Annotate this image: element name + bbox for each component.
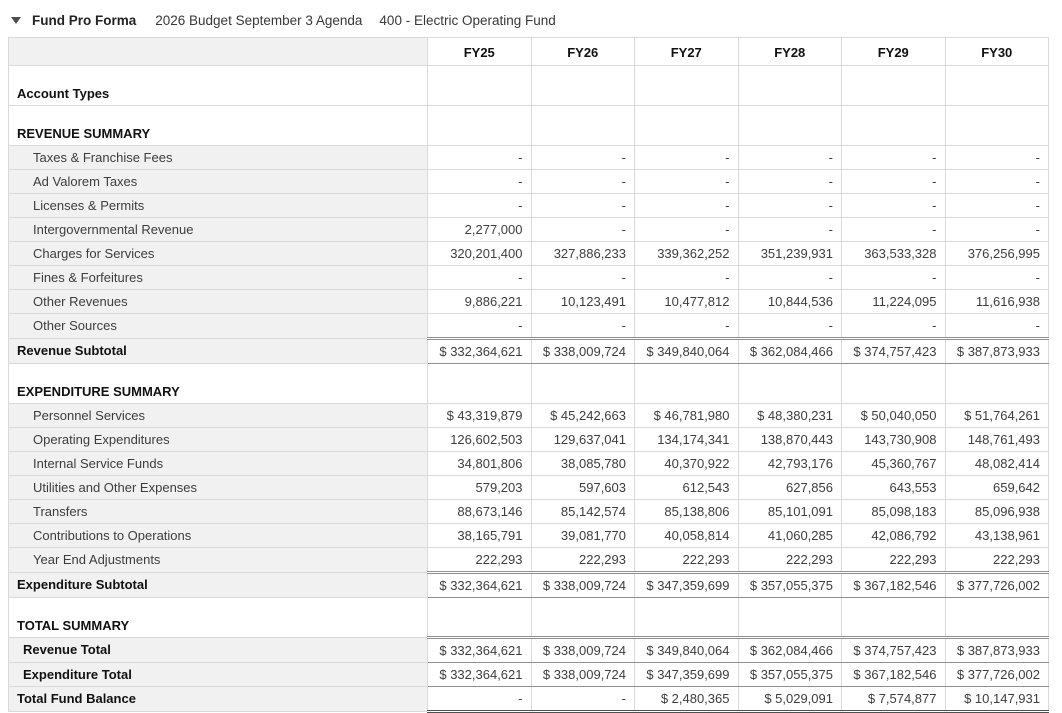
cell-fy28: 222,293 [738,548,842,573]
row-label: Licenses & Permits [9,194,428,218]
cell-fy28: - [738,314,842,339]
cell-fy26: $ 338,009,724 [531,638,635,663]
cell-fy27: - [635,146,739,170]
row-label: Intergovernmental Revenue [9,218,428,242]
cell-fy29: $ 374,757,423 [842,638,946,663]
cell-fy27: 40,058,814 [635,524,739,548]
table-row [9,638,1049,663]
cell-fy29: - [842,146,946,170]
cell-fy26: 38,085,780 [531,452,635,476]
row-label: Contributions to Operations [9,524,428,548]
row-label: REVENUE SUMMARY [9,106,428,146]
cell-fy26: - [531,218,635,242]
cell-fy27: $ 347,359,699 [635,663,739,687]
cell-fy29: - [842,266,946,290]
cell-fy27: $ 2,480,365 [635,687,739,712]
row-label: Fines & Forfeitures [9,266,428,290]
cell-fy25: - [428,146,532,170]
cell-fy29 [842,66,946,106]
page-title: Fund Pro Forma [32,13,137,28]
cell-fy28: $ 357,055,375 [738,573,842,598]
cell-fy26: 327,886,233 [531,242,635,266]
cell-fy27 [635,106,739,146]
cell-fy30 [945,364,1049,404]
cell-fy30 [945,66,1049,106]
cell-fy25: 222,293 [428,548,532,573]
cell-fy28: 10,844,536 [738,290,842,314]
cell-fy26: $ 338,009,724 [531,663,635,687]
cell-fy30 [945,598,1049,638]
cell-fy30: - [945,194,1049,218]
cell-fy27: $ 46,781,980 [635,404,739,428]
cell-fy29: 11,224,095 [842,290,946,314]
cell-fy26 [531,106,635,146]
cell-fy26: - [531,170,635,194]
row-label: EXPENDITURE SUMMARY [9,364,428,404]
cell-fy27: $ 349,840,064 [635,339,739,364]
cell-fy27: $ 349,840,064 [635,638,739,663]
table-row [9,266,1049,290]
cell-fy27 [635,364,739,404]
cell-fy25: - [428,266,532,290]
cell-fy28: 138,870,443 [738,428,842,452]
cell-fy30: 376,256,995 [945,242,1049,266]
cell-fy29: $ 7,574,877 [842,687,946,712]
cell-fy25: - [428,314,532,339]
cell-fy26 [531,598,635,638]
cell-fy30: - [945,170,1049,194]
cell-fy29: 643,553 [842,476,946,500]
row-label: Total Fund Balance [9,687,428,712]
column-header-fy26: FY26 [531,38,635,66]
row-label: Charges for Services [9,242,428,266]
cell-fy25: 579,203 [428,476,532,500]
cell-fy25: 126,602,503 [428,428,532,452]
cell-fy27 [635,66,739,106]
cell-fy29 [842,598,946,638]
row-label: TOTAL SUMMARY [9,598,428,638]
cell-fy30: 148,761,493 [945,428,1049,452]
row-label: Transfers [9,500,428,524]
table-row [9,290,1049,314]
table-row [9,364,1049,404]
cell-fy26: 85,142,574 [531,500,635,524]
row-label: Revenue Total [9,638,428,663]
cell-fy28: 41,060,285 [738,524,842,548]
cell-fy30: $ 377,726,002 [945,573,1049,598]
cell-fy28: 42,793,176 [738,452,842,476]
cell-fy28: - [738,266,842,290]
cell-fy29: - [842,170,946,194]
table-row [9,194,1049,218]
cell-fy25: - [428,170,532,194]
cell-fy25: $ 332,364,621 [428,573,532,598]
cell-fy29: $ 367,182,546 [842,663,946,687]
cell-fy27: $ 347,359,699 [635,573,739,598]
cell-fy25 [428,66,532,106]
cell-fy30: 48,082,414 [945,452,1049,476]
cell-fy25: - [428,687,532,712]
cell-fy25: 88,673,146 [428,500,532,524]
cell-fy29: 222,293 [842,548,946,573]
cell-fy25: $ 332,364,621 [428,339,532,364]
table-row [9,314,1049,339]
fund-name: 400 - Electric Operating Fund [379,13,556,28]
cell-fy29: 42,086,792 [842,524,946,548]
cell-fy26: - [531,146,635,170]
cell-fy29 [842,364,946,404]
cell-fy25 [428,364,532,404]
table-row [9,428,1049,452]
cell-fy27: 40,370,922 [635,452,739,476]
column-header-fy25: FY25 [428,38,532,66]
table-row [9,404,1049,428]
cell-fy28 [738,598,842,638]
cell-fy28: - [738,146,842,170]
cell-fy30: - [945,266,1049,290]
cell-fy30: $ 377,726,002 [945,663,1049,687]
cell-fy29 [842,106,946,146]
collapse-triangle-icon[interactable] [11,17,21,24]
table-row [9,573,1049,598]
column-header-fy29: FY29 [842,38,946,66]
cell-fy28 [738,364,842,404]
cell-fy30: 85,096,938 [945,500,1049,524]
table-row [9,500,1049,524]
table-row [9,170,1049,194]
cell-fy26: 222,293 [531,548,635,573]
cell-fy29: 143,730,908 [842,428,946,452]
column-header-fy28: FY28 [738,38,842,66]
cell-fy25: 34,801,806 [428,452,532,476]
column-header-fy27: FY27 [635,38,739,66]
cell-fy26: - [531,194,635,218]
cell-fy28: 351,239,931 [738,242,842,266]
table-row [9,339,1049,364]
cell-fy25: $ 43,319,879 [428,404,532,428]
row-label: Expenditure Total [9,663,428,687]
cell-fy26: $ 338,009,724 [531,573,635,598]
row-label: Internal Service Funds [9,452,428,476]
cell-fy26: 10,123,491 [531,290,635,314]
row-label: Year End Adjustments [9,548,428,573]
cell-fy25: 9,886,221 [428,290,532,314]
cell-fy28: $ 48,380,231 [738,404,842,428]
cell-fy30: $ 387,873,933 [945,339,1049,364]
cell-fy28: - [738,170,842,194]
cell-fy28: - [738,194,842,218]
cell-fy26 [531,66,635,106]
row-label: Operating Expenditures [9,428,428,452]
cell-fy25: 320,201,400 [428,242,532,266]
cell-fy26 [531,364,635,404]
cell-fy25: $ 332,364,621 [428,638,532,663]
cell-fy26: 597,603 [531,476,635,500]
budget-name: 2026 Budget September 3 Agenda [155,13,363,28]
cell-fy30: - [945,218,1049,242]
fund-header [0,0,1062,37]
cell-fy30: $ 10,147,931 [945,687,1049,712]
cell-fy30: - [945,146,1049,170]
cell-fy28: $ 362,084,466 [738,638,842,663]
row-label: Taxes & Franchise Fees [9,146,428,170]
cell-fy28 [738,106,842,146]
row-label: Revenue Subtotal [9,339,428,364]
cell-fy30: - [945,314,1049,339]
column-header-fy30: FY30 [945,38,1049,66]
pro-forma-table [8,37,1049,713]
cell-fy25: $ 332,364,621 [428,663,532,687]
cell-fy28: - [738,218,842,242]
cell-fy27: 10,477,812 [635,290,739,314]
cell-fy27: 222,293 [635,548,739,573]
row-label: Personnel Services [9,404,428,428]
table-row [9,548,1049,573]
cell-fy30: 659,642 [945,476,1049,500]
cell-fy26: $ 45,242,663 [531,404,635,428]
row-label: Other Revenues [9,290,428,314]
table-row [9,663,1049,687]
table-row [9,687,1049,712]
table-row [9,524,1049,548]
cell-fy26: - [531,687,635,712]
cell-fy27: - [635,314,739,339]
table-row [9,66,1049,106]
corner-header-cell [9,38,428,66]
table-row [9,242,1049,266]
row-label: Ad Valorem Taxes [9,170,428,194]
cell-fy26: 39,081,770 [531,524,635,548]
row-label: Account Types [9,66,428,106]
cell-fy25 [428,106,532,146]
cell-fy30: 11,616,938 [945,290,1049,314]
cell-fy27: - [635,194,739,218]
table-body [9,66,1049,712]
cell-fy25: 38,165,791 [428,524,532,548]
cell-fy28 [738,66,842,106]
cell-fy30: $ 51,764,261 [945,404,1049,428]
row-label: Utilities and Other Expenses [9,476,428,500]
cell-fy27: 85,138,806 [635,500,739,524]
cell-fy26: - [531,314,635,339]
cell-fy27: 339,362,252 [635,242,739,266]
cell-fy28: $ 5,029,091 [738,687,842,712]
row-label: Other Sources [9,314,428,339]
cell-fy29: 363,533,328 [842,242,946,266]
cell-fy26: 129,637,041 [531,428,635,452]
table-row [9,146,1049,170]
cell-fy29: 45,360,767 [842,452,946,476]
cell-fy25: 2,277,000 [428,218,532,242]
cell-fy25: - [428,194,532,218]
cell-fy27 [635,598,739,638]
cell-fy30: 43,138,961 [945,524,1049,548]
cell-fy28: 85,101,091 [738,500,842,524]
cell-fy27: - [635,170,739,194]
table-row [9,218,1049,242]
table-row [9,452,1049,476]
cell-fy29: $ 374,757,423 [842,339,946,364]
cell-fy26: $ 338,009,724 [531,339,635,364]
cell-fy28: 627,856 [738,476,842,500]
table-row [9,476,1049,500]
pro-forma-table-container [0,37,1062,713]
cell-fy29: - [842,314,946,339]
cell-fy27: 134,174,341 [635,428,739,452]
cell-fy30: 222,293 [945,548,1049,573]
cell-fy26: - [531,266,635,290]
cell-fy27: 612,543 [635,476,739,500]
cell-fy30: $ 387,873,933 [945,638,1049,663]
cell-fy29: $ 50,040,050 [842,404,946,428]
cell-fy30 [945,106,1049,146]
cell-fy29: $ 367,182,546 [842,573,946,598]
cell-fy29: - [842,194,946,218]
cell-fy29: - [842,218,946,242]
cell-fy25 [428,598,532,638]
column-header-row [9,38,1049,66]
row-label: Expenditure Subtotal [9,573,428,598]
table-row [9,598,1049,638]
cell-fy29: 85,098,183 [842,500,946,524]
cell-fy27: - [635,218,739,242]
cell-fy27: - [635,266,739,290]
cell-fy28: $ 362,084,466 [738,339,842,364]
cell-fy28: $ 357,055,375 [738,663,842,687]
table-row [9,106,1049,146]
